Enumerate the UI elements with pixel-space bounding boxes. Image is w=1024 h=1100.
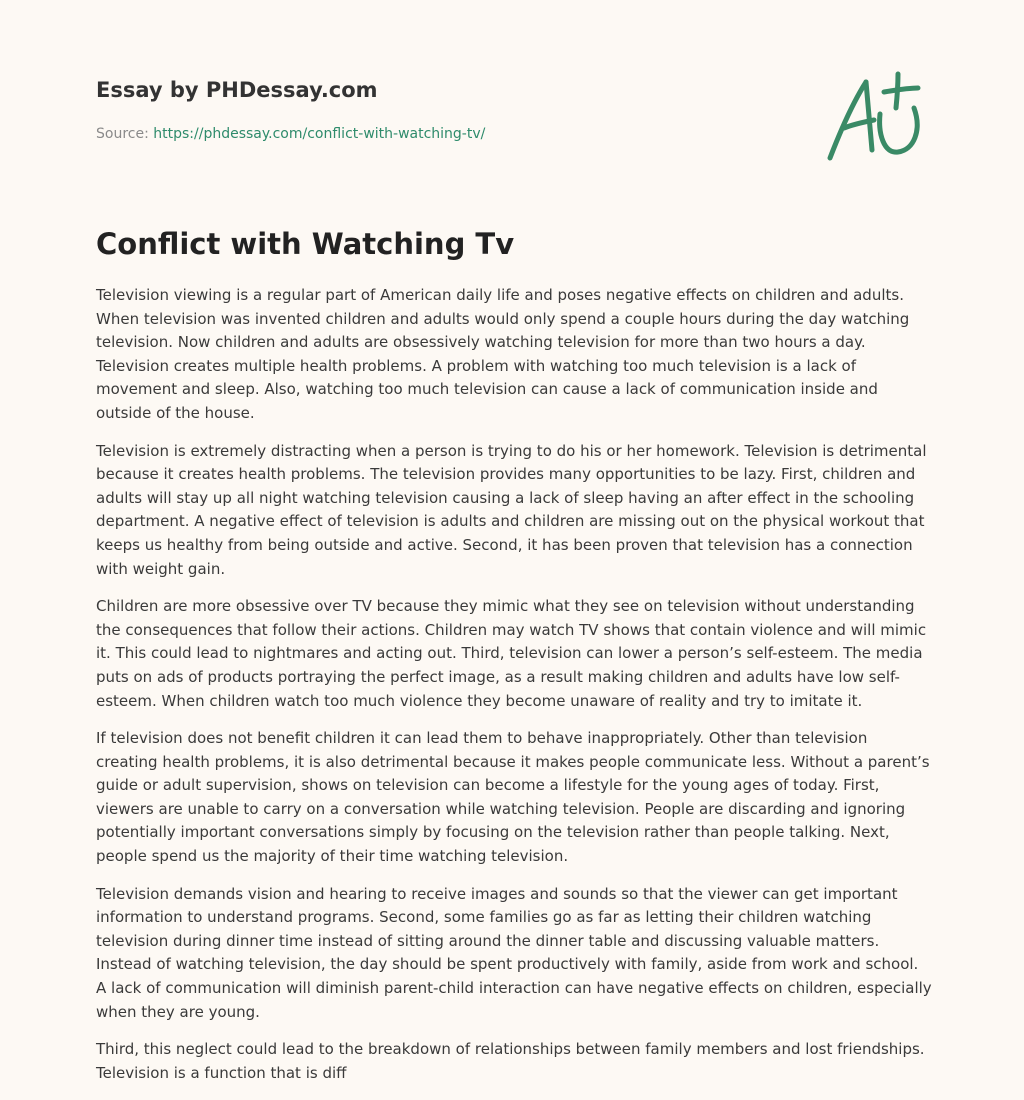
essay-title: Conflict with Watching Tv [96, 227, 515, 261]
essay-paragraph: Third, this neglect could lead to the breakdown of relationships between family members and lost friendships. Television is a function that is diff [96, 1040, 925, 1082]
site-title: Essay by PHDessay.com [96, 78, 378, 102]
essay-body [96, 284, 932, 1099]
a-plus-logo-icon [822, 70, 926, 164]
source-label: Source: [96, 126, 149, 142]
essay-paragraph: Television viewing is a regular part of American daily life and poses negative effects on children and adults. When television was invented children and adults would only spend a couple hours during the day watching television. Now children and adults are obsessively watching television for more than two hours a day. Television creates multiple health problems. A problem with watching too much television is a lack of movement and sleep. Also, watching too much television can cause a lack of communication inside and outside of the house. [96, 286, 910, 422]
essay-paragraph: If television does not benefit children it can lead them to behave inappropriately. Other than television creating health problems, it is also detrimental because it makes people communicate less. Without a parent’s guide or adult supervision, shows on television can become a lifestyle for the young ages of today. First, viewers are unable to carry on a conversation while watching television. People are discarding and ignoring potentially important conversations simply by focusing on the television rather than people talking. Next, people spend us the majority of their time watching television. [96, 729, 930, 866]
source-link[interactable]: https://phdessay.com/conflict-with-watching-tv/ [153, 126, 486, 142]
source-line [96, 124, 796, 144]
essay-paragraph: Television demands vision and hearing to receive images and sounds so that the viewer can get important information to understand programs. Second, some families go as far as letting their children watching television during dinner time instead of sitting around the dinner table and discussing valuable matters. Instead of watching television, the day should be spent productively with family, aside from work and school. A lack of communication will diminish parent-child interaction can have negative effects on children, especially when they are young. [96, 884, 932, 1021]
essay-paragraph: Children are more obsessive over TV because they mimic what they see on television without understanding the consequences that follow their actions. Children may watch TV shows that contain violence and will mimic it. This could lead to nightmares and acting out. Third, television can lower a person’s self-esteem. The media puts on ads of products portraying the perfect image, as a result making children and adults have low self-esteem. When children watch too much violence they become unaware of reality and try to imitate it. [96, 597, 927, 710]
page-header [96, 76, 796, 144]
essay-paragraph: Television is extremely distracting when a person is trying to do his or her homework. Television is detrimental because it creates health problems. The television provides many opportunities to be lazy. First, children and adults will stay up all night watching television causing a lack of sleep having an after effect in the schooling department. A negative effect of television is adults and children are missing out on the physical workout that keeps us healthy from being outside and active. Second, it has been proven that television has a connection with weight gain. [96, 441, 927, 578]
